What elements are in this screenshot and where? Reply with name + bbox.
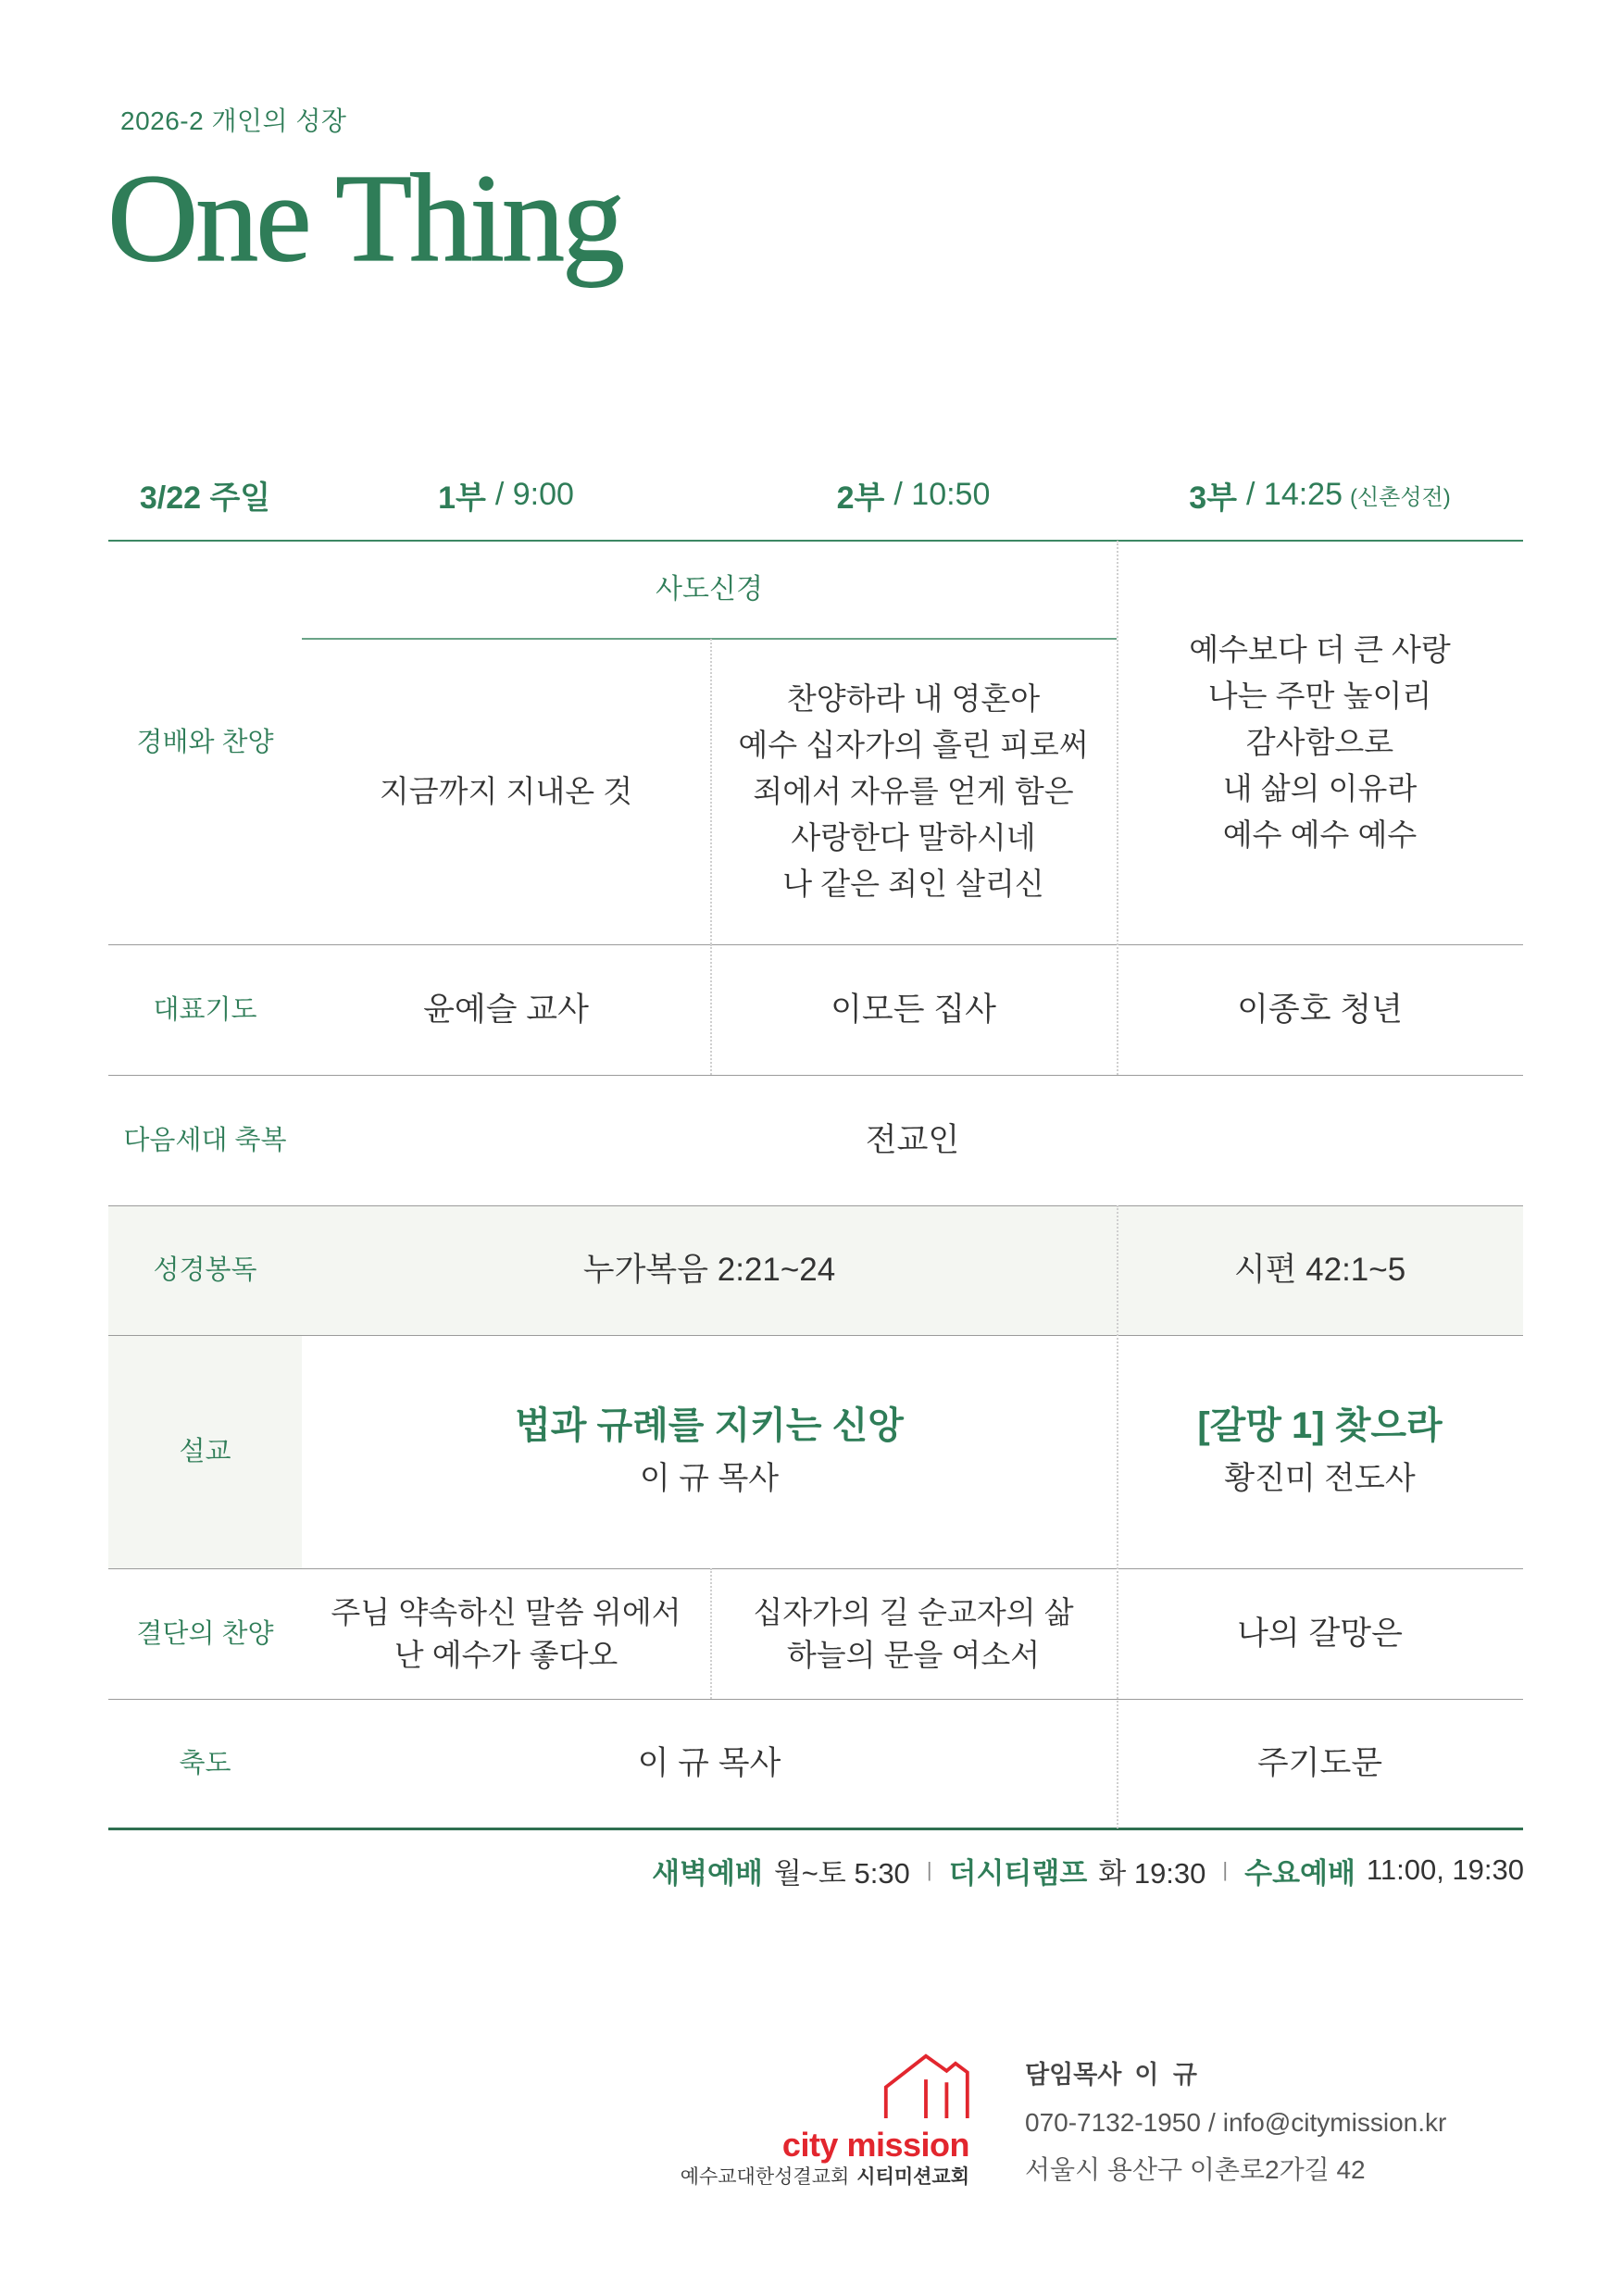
row-label-prayer (108, 944, 302, 1075)
row-label-sermon (108, 1335, 302, 1568)
sermon-services-1-2 (302, 1335, 1117, 1568)
senior-pastor (1025, 2058, 1201, 2091)
prayer-leader: 이모든 집사 (831, 991, 996, 1028)
sermon-preacher: 이 규 목사 (639, 1461, 780, 1496)
service-time: / 10:50 (893, 476, 991, 512)
scripture-reference: 시편 42:1~5 (1233, 1252, 1406, 1288)
service-2-header (710, 467, 1117, 522)
series-subtitle: 2026-2 개인의 성장 (120, 106, 347, 135)
song-title: 나는 주만 높이리 (1207, 679, 1432, 713)
pastor-name: 이 규 (1134, 2061, 1201, 2089)
creed-cell (302, 541, 1117, 639)
song-title: 하늘의 문을 여소서 (786, 1637, 1041, 1672)
creed-text: 사도신경 (656, 574, 763, 605)
series-title: One Thing (107, 149, 622, 288)
prayer-leader: 이종호 청년 (1237, 991, 1403, 1028)
row-label-blessing (108, 1075, 302, 1205)
house-outline-icon (881, 2052, 970, 2118)
worship-songs-service2 (710, 639, 1117, 944)
response-song-label: 결단의 찬양 (136, 1618, 274, 1649)
song-title: 지금까지 지내온 것 (379, 774, 633, 808)
song-title: 사랑한다 말하시네 (791, 820, 1036, 855)
weekly-service-name: 수요예배 (1244, 1856, 1355, 1890)
scripture-service3 (1117, 1205, 1523, 1335)
service-time: / 9:00 (494, 476, 574, 512)
service-location: (신촌성전) (1350, 484, 1451, 510)
sermon-title: [갈망 1] 찾으라 (1197, 1405, 1443, 1446)
song-title: 내 삶의 이유라 (1222, 771, 1418, 805)
email-address: info@citymission.kr (1222, 2108, 1447, 2137)
prayer-service1 (302, 944, 710, 1075)
benediction-text: 이 규 목사 (637, 1745, 781, 1781)
prayer-leader: 윤예슬 교사 (423, 991, 589, 1028)
benediction-label: 축도 (179, 1749, 231, 1778)
service-part: 2부 (836, 480, 885, 516)
church-name: 시티미션교회 (856, 2166, 969, 2188)
church-denomination-line (681, 2165, 969, 2190)
scripture-reference: 누가복음 2:21~24 (582, 1252, 836, 1288)
worship-songs-service1 (302, 639, 710, 944)
weekly-service-name: 새벽예배 (652, 1856, 763, 1890)
pastor-label: 담임목사 (1025, 2061, 1122, 2089)
song-title: 감사함으로 (1245, 725, 1394, 759)
contact-line (1025, 2106, 1446, 2140)
weekly-service-time: 11:00, 19:30 (1366, 1853, 1524, 1886)
blessing-label: 다음세대 축복 (123, 1125, 287, 1155)
phone-number: 070-7132-1950 (1025, 2108, 1201, 2137)
blessing-all-services (302, 1075, 1523, 1205)
service-1-header (302, 467, 710, 522)
weekly-separator: | (1222, 1858, 1229, 1881)
prayer-label: 대표기도 (153, 994, 257, 1025)
song-title: 예수보다 더 큰 사랑 (1189, 632, 1451, 667)
worship-songs-service3 (1117, 541, 1523, 944)
song-title: 주님 약속하신 말씀 위에서 (331, 1594, 681, 1629)
song-title: 죄에서 자유를 얻게 함은 (753, 774, 1074, 808)
row-label-worship (108, 541, 302, 944)
contact-separator: / (1207, 2108, 1216, 2137)
scripture-label: 성경봉독 (153, 1255, 257, 1285)
church-logo-text: city mission (781, 2126, 969, 2164)
blessing-participants: 전교인 (865, 1121, 960, 1158)
church-address: 서울시 용산구 이촌로2가길 42 (1025, 2155, 1366, 2184)
service-part: 3부 (1189, 480, 1238, 516)
sermon-service3 (1117, 1335, 1523, 1568)
weekly-service-time: 월~토 5:30 (773, 1856, 910, 1890)
worship-label: 경배와 찬양 (136, 728, 274, 757)
weekly-service-name: 더시티램프 (948, 1856, 1088, 1890)
service-date-text: 3/22 주일 (139, 480, 271, 516)
benediction-text: 주기도문 (1256, 1745, 1383, 1781)
scripture-services-1-2 (302, 1205, 1117, 1335)
response-song-service1 (302, 1568, 710, 1699)
row-label-benediction (108, 1699, 302, 1828)
service-part: 1부 (438, 480, 486, 516)
song-title: 십자가의 길 순교자의 삶 (753, 1594, 1074, 1629)
row-label-response-song (108, 1568, 302, 1699)
benediction-services-1-2 (302, 1699, 1117, 1828)
song-title: 나 같은 죄인 살리신 (782, 867, 1044, 901)
song-title: 예수 십자가의 흘린 피로써 (738, 728, 1089, 762)
service-3-header (1117, 467, 1523, 522)
denomination-name: 예수교대한성결교회 (680, 2166, 850, 2188)
sermon-label: 설교 (179, 1437, 231, 1466)
song-title: 찬양하라 내 영혼아 (786, 681, 1041, 716)
sermon-preacher: 황진미 전도사 (1224, 1461, 1416, 1496)
prayer-service3 (1117, 944, 1523, 1075)
song-title: 난 예수가 좋다오 (394, 1637, 618, 1672)
weekly-separator: | (926, 1858, 932, 1881)
weekly-services (652, 1850, 1524, 1890)
weekly-service-time: 화 19:30 (1098, 1856, 1206, 1890)
response-song-service3 (1117, 1568, 1523, 1699)
song-title: 나의 갈망은 (1237, 1615, 1403, 1652)
response-song-service2 (710, 1568, 1117, 1699)
benediction-service3 (1117, 1699, 1523, 1828)
song-title: 예수 예수 예수 (1222, 817, 1418, 852)
row-label-scripture (108, 1205, 302, 1335)
prayer-service2 (710, 944, 1117, 1075)
service-time: / 14:25 (1246, 476, 1343, 512)
service-date (108, 467, 302, 522)
sermon-title: 법과 규례를 지키는 신앙 (515, 1405, 904, 1446)
